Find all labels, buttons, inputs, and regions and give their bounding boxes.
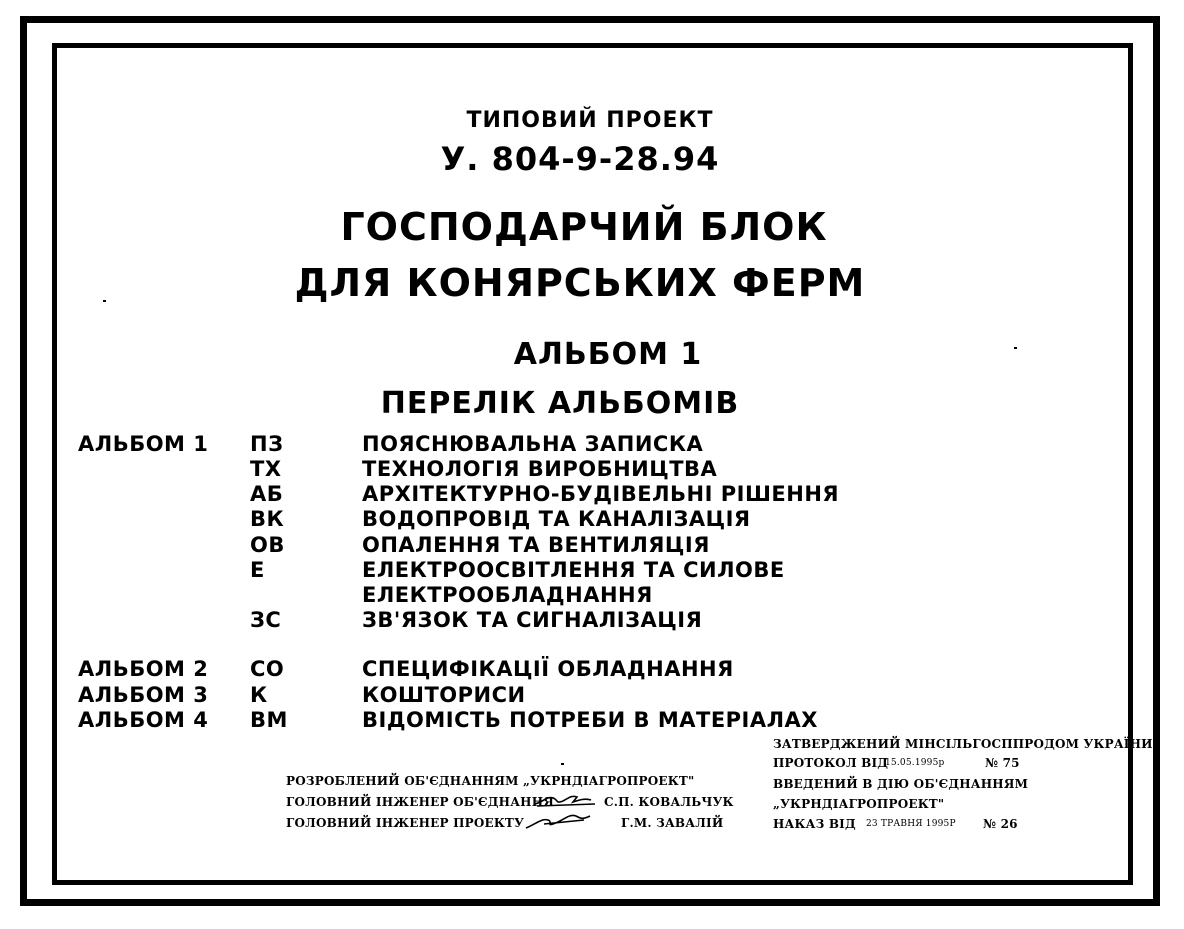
section-code: ПЗ <box>250 432 284 456</box>
project-engineer-label: ГОЛОВНИЙ ІНЖЕНЕР ПРОЕКТУ <box>286 816 525 830</box>
order-date: 23 ТРАВНЯ 1995Р <box>866 819 956 829</box>
album-label: АЛЬБОМ 1 <box>78 432 209 456</box>
protocol-number: № 75 <box>985 756 1020 770</box>
signature-icon <box>524 810 596 832</box>
organization-name: „УКРНДІАГРОПРОЕКТ" <box>773 797 945 811</box>
section-code: К <box>250 683 268 707</box>
section-title: ТЕХНОЛОГІЯ ВИРОБНИЦТВА <box>362 457 718 481</box>
section-title: АРХІТЕКТУРНО-БУДІВЕЛЬНІ РІШЕННЯ <box>362 482 840 506</box>
title-line-2: ДЛЯ КОНЯРСЬКИХ ФЕРМ <box>294 261 866 305</box>
introduced-line: ВВЕДЕНИЙ В ДІЮ ОБ'ЄДНАННЯМ <box>773 777 1029 791</box>
section-title: ВІДОМІСТЬ ПОТРЕБИ В МАТЕРІАЛАХ <box>362 708 818 732</box>
protocol-label: ПРОТОКОЛ ВІД <box>773 756 889 770</box>
scan-speck <box>561 763 564 765</box>
project-engineer-name: Г.М. ЗАВАЛІЙ <box>621 816 724 830</box>
section-title: КОШТОРИСИ <box>362 683 526 707</box>
section-title: ПОЯСНЮВАЛЬНА ЗАПИСКА <box>362 432 704 456</box>
section-code: ЗС <box>250 608 282 632</box>
subtitle: ТИПОВИЙ ПРОЕКТ <box>466 108 714 133</box>
section-code: ВМ <box>250 708 288 732</box>
album-heading: АЛЬБОМ 1 <box>513 337 703 372</box>
project-code: У. 804-9-28.94 <box>440 140 720 178</box>
section-title: ВОДОПРОВІД ТА КАНАЛІЗАЦІЯ <box>362 507 751 531</box>
scan-speck <box>103 300 106 302</box>
album-label: АЛЬБОМ 2 <box>78 657 209 681</box>
album-label: АЛЬБОМ 3 <box>78 683 209 707</box>
section-code: ВК <box>250 507 285 531</box>
section-code: СО <box>250 657 285 681</box>
chief-engineer-label: ГОЛОВНИЙ ІНЖЕНЕР ОБ'ЄДНАННЯ <box>286 795 555 809</box>
section-code: АБ <box>250 482 284 506</box>
scan-speck <box>1014 347 1017 349</box>
order-label: НАКАЗ ВІД <box>773 817 856 831</box>
section-code: Е <box>250 558 265 582</box>
section-title: СПЕЦИФІКАЦІЇ ОБЛАДНАННЯ <box>362 657 734 681</box>
section-title: ЕЛЕКТРООБЛАДНАННЯ <box>362 583 653 607</box>
section-code: ТХ <box>250 457 282 481</box>
approval-line: ЗАТВЕРДЖЕНИЙ МІНСІЛЬГОСППРОДОМ УКРАЇНИ <box>773 737 1153 751</box>
order-number: № 26 <box>983 817 1018 831</box>
protocol-date: 15.05.1995р <box>885 758 945 768</box>
section-code: ОВ <box>250 533 285 557</box>
signature-icon <box>533 792 599 808</box>
albums-list-heading: ПЕРЕЛІК АЛЬБОМІВ <box>380 386 740 421</box>
chief-engineer-name: С.П. КОВАЛЬЧУК <box>604 795 734 809</box>
title-line-1: ГОСПОДАРЧИЙ БЛОК <box>340 205 828 249</box>
album-label: АЛЬБОМ 4 <box>78 708 209 732</box>
section-title: ЗВ'ЯЗОК ТА СИГНАЛІЗАЦІЯ <box>362 608 703 632</box>
section-title: ЕЛЕКТРООСВІТЛЕННЯ ТА СИЛОВЕ <box>362 558 785 582</box>
section-title: ОПАЛЕННЯ ТА ВЕНТИЛЯЦІЯ <box>362 533 710 557</box>
developer-line: РОЗРОБЛЕНИЙ ОБ'ЄДНАННЯМ „УКРНДІАГРОПРОЕКТ" <box>286 774 695 788</box>
